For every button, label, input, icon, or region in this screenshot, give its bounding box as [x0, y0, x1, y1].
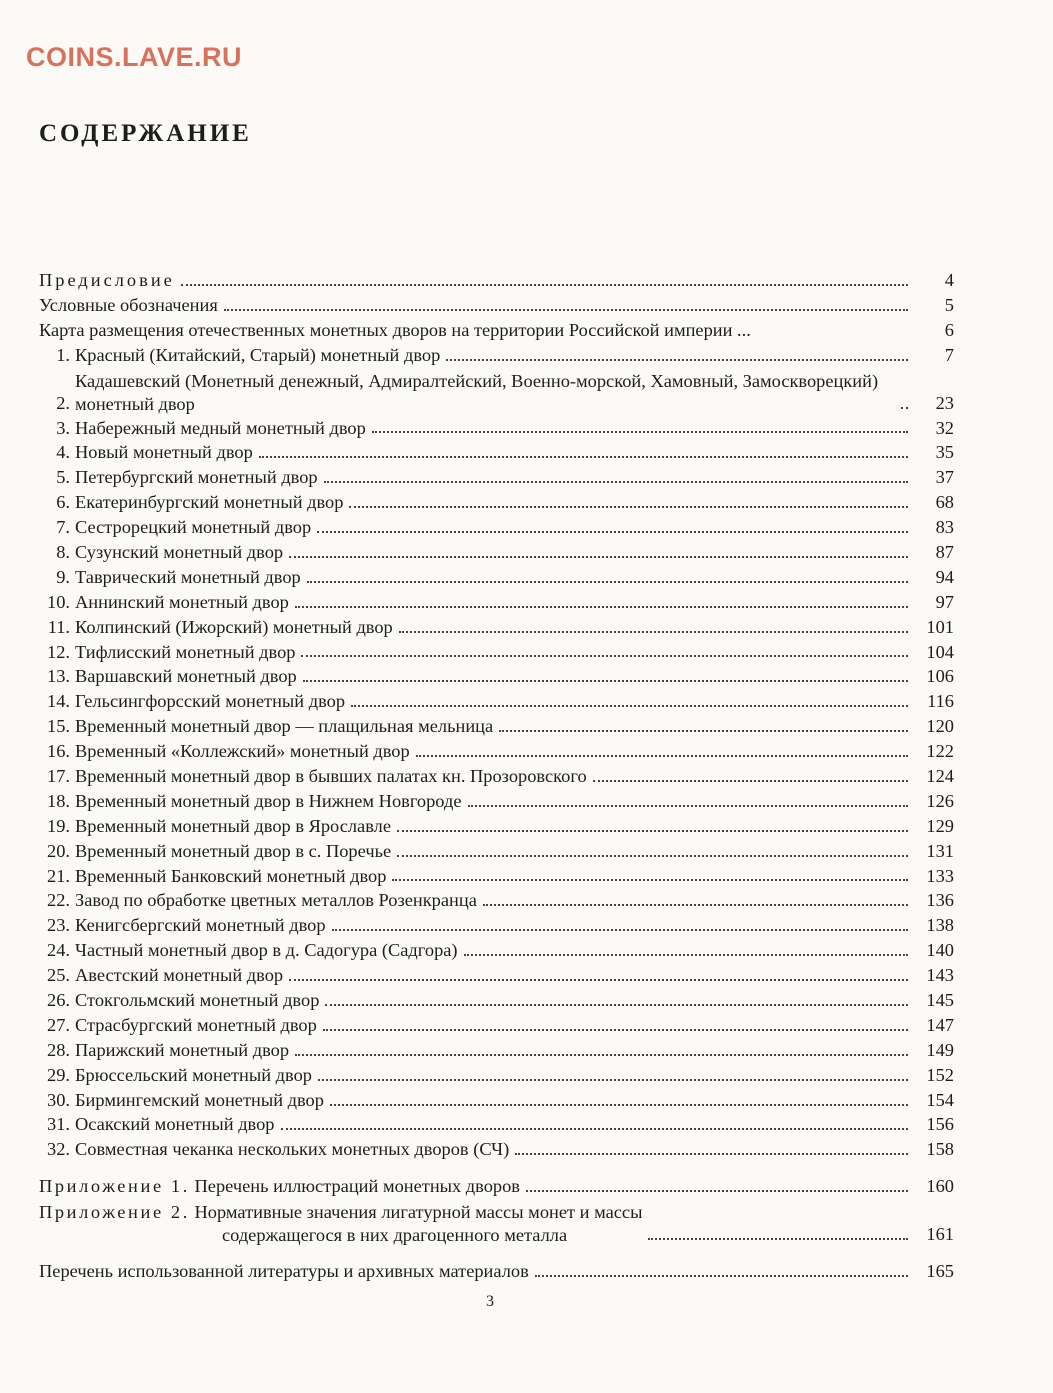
toc-entry-chapter-7[interactable] — [39, 515, 954, 540]
toc-entry-title: Сузунский монетный двор — [75, 542, 284, 562]
toc-entry-title: Завод по обработке цветных металлов Розенкранца — [75, 890, 477, 911]
toc-entry-title: Временный монетный двор в бывших палатах кн. Прозоровского — [75, 766, 587, 787]
toc-entry-page: 94 — [935, 566, 954, 587]
toc-entry-appendix-2[interactable] — [39, 1199, 954, 1247]
dot-leader — [289, 555, 908, 558]
toc-entry-number: 4. — [56, 442, 70, 463]
dot-leader — [593, 779, 908, 782]
toc-entry-title: Красный (Китайский, Старый) монетный двор — [75, 344, 441, 365]
dot-leader — [399, 630, 908, 633]
toc-entry-number: 28. — [47, 1039, 70, 1060]
toc-entry-number: 19. — [47, 815, 70, 836]
toc-entry-title: Кадашевский (Монетный денежный, Адмиралтейский, Военно-морской, Хамовный, Замоскворецкий) монетный двор — [75, 370, 879, 414]
toc-entry-title: Сестрорецкий монетный двор — [75, 517, 312, 538]
toc-entry-page: 160 — [926, 1176, 954, 1197]
toc-entry-title: Временный Банковский монетный двор — [75, 865, 387, 886]
toc-entry-number: 17. — [47, 766, 70, 787]
toc-entry-page: 149 — [926, 1039, 954, 1060]
toc-entry-chapter-10[interactable] — [39, 590, 954, 615]
toc-entry-title: Колпинский (Ижорский) монетный двор — [75, 616, 393, 637]
toc-entry-number: 29. — [47, 1064, 70, 1085]
dot-leader — [372, 430, 908, 433]
toc-entry-page: 6 — [944, 319, 954, 340]
dot-leader — [464, 953, 908, 956]
toc-entry-page: 32 — [935, 417, 954, 438]
dot-leader — [301, 654, 908, 657]
toc-entry-page: 145 — [926, 990, 954, 1011]
toc-entry-number: 22. — [47, 890, 70, 911]
toc-entry-page: 104 — [926, 641, 954, 662]
dot-leader — [535, 1274, 908, 1277]
toc-entry-chapter-5[interactable] — [39, 465, 954, 490]
dot-leader — [259, 455, 908, 458]
toc-entry-chapter-12[interactable] — [39, 640, 954, 665]
toc-entry-number: 20. — [47, 840, 70, 861]
dot-leader — [281, 1127, 908, 1130]
toc-entry-chapter-3[interactable] — [39, 416, 954, 441]
dot-leader — [303, 679, 908, 682]
toc-entry-title: Екатеринбургский монетный двор — [75, 492, 344, 513]
toc-entry-chapter-16[interactable] — [39, 739, 954, 764]
toc-entry-title: Предисловие — [39, 269, 175, 290]
toc-entry-title: Авестский монетный двор — [75, 965, 284, 986]
dot-leader — [224, 308, 908, 311]
toc-entry-number: 9. — [56, 566, 70, 587]
toc-entry-title: Кенигсбергский монетный двор — [75, 915, 326, 936]
toc-entry-chapter-27[interactable] — [39, 1013, 954, 1038]
toc-entry-number: 23. — [47, 915, 70, 936]
dot-leader — [317, 530, 908, 533]
toc-entry-chapter-9[interactable] — [39, 565, 954, 590]
dot-leader — [295, 605, 908, 608]
toc-entry-chapter-14[interactable] — [39, 689, 954, 714]
toc-entry-title: Новый монетный двор — [75, 442, 253, 463]
toc-entry-page: 97 — [935, 591, 954, 612]
toc-entry-title: Временный монетный двор в Нижнем Новгороде — [75, 790, 462, 811]
toc-entry-title: Приложение 1. Перечень иллюстраций монетных дворов — [39, 1176, 520, 1197]
toc-entry-number: 8. — [56, 542, 70, 562]
toc-entry-chapter-1[interactable] — [39, 343, 954, 368]
toc-entry-title: Условные обозначения — [39, 294, 218, 315]
dot-leader — [499, 729, 908, 732]
toc-entry-appendix-1[interactable] — [39, 1174, 954, 1199]
toc-entry-title: Временный монетный двор — плащильная мельница — [75, 716, 494, 737]
dot-leader — [392, 878, 908, 881]
dot-leader — [397, 829, 908, 832]
toc-entry-page: 156 — [926, 1114, 954, 1135]
toc-entry-page: 147 — [926, 1014, 954, 1035]
toc-entry-number: 1. — [56, 344, 70, 365]
toc-entry-chapter-32[interactable] — [39, 1137, 954, 1162]
dot-leader — [307, 580, 908, 583]
toc-entry-page: 5 — [944, 294, 954, 315]
toc-entry-chapter-30[interactable] — [39, 1088, 954, 1113]
toc-entry-title: Аннинский монетный двор — [75, 591, 289, 612]
dot-leader — [351, 704, 908, 707]
toc-entry-number: 7. — [56, 517, 70, 538]
toc-entry-number: 2. — [56, 392, 70, 413]
toc-entry-number: 14. — [47, 691, 70, 712]
dot-leader — [349, 505, 908, 508]
toc-entry-chapter-20[interactable] — [39, 839, 954, 864]
toc-entry-number: 24. — [47, 940, 70, 961]
dot-leader — [648, 1237, 908, 1240]
toc-entry-number: 27. — [47, 1014, 70, 1035]
toc-entry-chapter-18[interactable] — [39, 789, 954, 814]
toc-entry-number: 6. — [56, 492, 70, 513]
toc-entry-front-1[interactable] — [39, 268, 954, 293]
dot-leader — [295, 1053, 908, 1056]
toc-entry-title: Карта размещения отечественных монетных дворов на территории Российской империи ... — [39, 319, 751, 340]
dot-leader — [483, 903, 908, 906]
toc-entry-title: Набережный медный монетный двор — [75, 417, 366, 438]
toc-entry-number: 10. — [47, 591, 70, 612]
toc-entry-page: 23 — [935, 392, 954, 413]
toc-entry-title: Тифлисский монетный двор — [75, 641, 296, 662]
toc-entry-page: 4 — [944, 269, 954, 290]
toc-entry-chapter-24[interactable] — [39, 938, 954, 963]
toc-entry-title: Перечень использованной литературы и архивных материалов — [39, 1261, 529, 1282]
dot-leader — [323, 1028, 908, 1031]
toc-entry-title: Варшавский монетный двор — [75, 666, 297, 687]
toc-entry-chapter-15[interactable] — [39, 714, 954, 739]
toc-entry-chapter-22[interactable] — [39, 888, 954, 913]
toc-entry-title: Приложение 2. Нормативные значения лигатурной массы монет и массы содержащегося в них драгоценного металла — [39, 1202, 643, 1246]
toc-entry-page: 7 — [944, 344, 954, 365]
dot-leader — [332, 928, 908, 931]
toc-entry-page: 140 — [926, 940, 954, 961]
toc-entry-title: Частный монетный двор в д. Садогура (Садгора) — [75, 940, 458, 961]
toc-entry-chapter-25[interactable] — [39, 963, 954, 988]
toc-entry-page: 158 — [926, 1139, 954, 1160]
appendix-list — [39, 1174, 954, 1247]
dot-leader — [330, 1103, 908, 1106]
toc-entry-page: 131 — [926, 840, 954, 861]
dot-leader — [526, 1189, 908, 1192]
toc-entry-page: 143 — [926, 965, 954, 986]
toc-entry-title: Осакский монетный двор — [75, 1114, 275, 1135]
toc-entry-page: 136 — [926, 890, 954, 911]
watermark-logo: COINS.LAVE.RU — [26, 42, 243, 72]
toc-entry-number: 18. — [47, 790, 70, 811]
toc-entry-title: Стокгольмский монетный двор — [75, 990, 320, 1011]
dot-leader — [181, 283, 908, 286]
toc-entry-number: 30. — [47, 1089, 70, 1110]
toc-entry-page: 154 — [926, 1089, 954, 1110]
toc-entry-title: Страсбургский монетный двор — [75, 1014, 317, 1035]
toc-entry-title: Парижский монетный двор — [75, 1039, 290, 1060]
page-title: СОДЕРЖАНИЕ — [39, 120, 252, 147]
toc-entry-chapter-6[interactable] — [39, 490, 954, 515]
toc-entry-chapter-29[interactable] — [39, 1063, 954, 1088]
toc-entry-number: 31. — [47, 1114, 70, 1135]
toc-entry-page: 68 — [935, 492, 954, 513]
toc-entry-title: Петербургский монетный двор — [75, 467, 318, 488]
toc-entry-page: 116 — [927, 691, 954, 712]
toc-entry-number: 5. — [56, 467, 70, 488]
toc-entry-title: Совместная чеканка нескольких монетных дворов (СЧ) — [75, 1139, 510, 1160]
toc-entry-front-3[interactable] — [39, 318, 954, 343]
toc-entry-number: 25. — [47, 965, 70, 986]
dot-leader — [468, 804, 909, 807]
dot-leader — [446, 358, 908, 361]
toc-entry-chapter-13[interactable] — [39, 664, 954, 689]
toc-entry-page: 83 — [935, 517, 954, 538]
toc-entry-page: 129 — [926, 815, 954, 836]
toc-entry-chapter-2[interactable] — [39, 368, 954, 416]
toc-entry-chapter-26[interactable] — [39, 988, 954, 1013]
toc-entry-title: Временный «Коллежский» монетный двор — [75, 741, 410, 762]
front-matter-list — [39, 268, 954, 343]
dot-leader — [289, 978, 908, 981]
toc-entry-page: 138 — [926, 915, 954, 936]
toc-entry-number: 32. — [47, 1139, 70, 1160]
toc-entry-number: 3. — [56, 417, 70, 438]
toc-entry-page: 101 — [926, 616, 954, 637]
toc-entry-page: 37 — [935, 467, 954, 488]
toc-entry-page: 165 — [926, 1261, 954, 1282]
toc-entry-chapter-28[interactable] — [39, 1038, 954, 1063]
toc-entry-chapter-4[interactable] — [39, 440, 954, 465]
chapter-list — [39, 343, 954, 1163]
dot-leader — [318, 1078, 908, 1081]
toc-entry-bibliography[interactable] — [39, 1259, 954, 1284]
toc-entry-number: 21. — [47, 865, 70, 886]
toc-entry-chapter-23[interactable] — [39, 913, 954, 938]
dot-leader — [416, 754, 908, 757]
toc-entry-page: 87 — [935, 542, 954, 562]
toc-entry-page: 126 — [926, 790, 954, 811]
toc-entry-chapter-21[interactable] — [39, 864, 954, 889]
toc-entry-title: Таврический монетный двор — [75, 566, 301, 587]
toc-entry-title: Бирмингемский монетный двор — [75, 1089, 324, 1110]
toc-entry-page: 106 — [926, 666, 954, 687]
toc-entry-title: Временный монетный двор в с. Поречье — [75, 840, 392, 861]
toc-entry-page: 161 — [926, 1224, 954, 1245]
toc-entry-page: 35 — [935, 442, 954, 463]
toc-entry-chapter-19[interactable] — [39, 814, 954, 839]
page-number: 3 — [486, 1293, 494, 1310]
dot-leader — [397, 854, 908, 857]
dot-leader — [324, 480, 908, 483]
toc-entry-title: Гельсингфорсский монетный двор — [75, 691, 346, 712]
toc-entry-chapter-17[interactable] — [39, 764, 954, 789]
bibliography-section — [39, 1259, 954, 1284]
toc-entry-title: Временный монетный двор в Ярославле — [75, 815, 391, 836]
dot-leader — [901, 406, 908, 409]
toc-entry-number: 26. — [47, 990, 70, 1011]
toc-entry-number: 16. — [47, 741, 70, 762]
dot-leader — [325, 1003, 908, 1006]
toc-entry-chapter-31[interactable] — [39, 1113, 954, 1138]
toc-entry-number: 11. — [47, 616, 70, 637]
toc-entry-number: 13. — [47, 666, 70, 687]
toc-entry-front-2[interactable] — [39, 293, 954, 318]
dot-leader — [515, 1152, 908, 1155]
toc-entry-page: 122 — [926, 741, 954, 762]
toc-entry-page: 152 — [926, 1064, 954, 1085]
toc-entry-page: 120 — [926, 716, 954, 737]
table-of-contents — [39, 268, 954, 1284]
toc-entry-number: 15. — [47, 716, 70, 737]
toc-entry-chapter-11[interactable] — [39, 615, 954, 640]
toc-entry-page: 133 — [926, 865, 954, 886]
toc-entry-number: 12. — [47, 641, 70, 662]
toc-entry-chapter-8[interactable] — [39, 540, 954, 565]
toc-entry-title: Брюссельский монетный двор — [75, 1064, 312, 1085]
toc-entry-page: 124 — [926, 766, 954, 787]
